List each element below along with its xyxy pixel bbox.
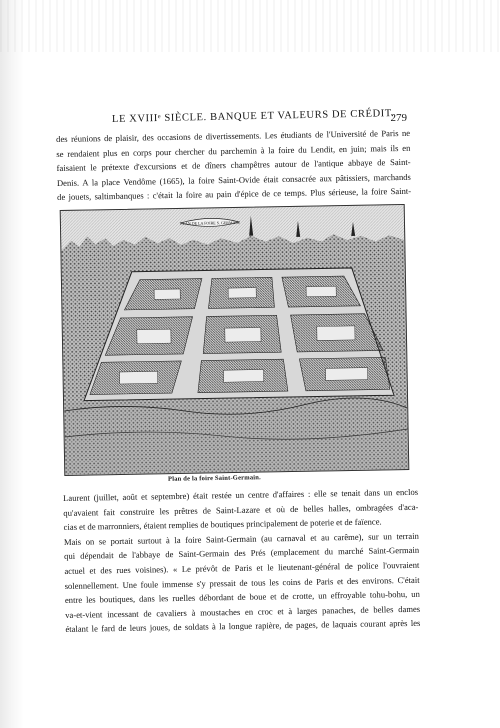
text-line: cias et de marronniers, étaient remplies de boutiques principalement de poterie et de faïence. bbox=[63, 516, 382, 533]
text-line: qu'avaient fait construire les prêtres de Saint-Lazare et où de belles halles, ombragées d'aca- bbox=[63, 501, 419, 518]
text-line: Denis. A la place Vendôme (1665), la foire Saint-Ovide était consacrée aux pâtissiers, marchands bbox=[56, 171, 411, 188]
text-line: va-et-vient incessant de cavaliers à moustaches en croc et à larges panaches, de belles dames bbox=[65, 603, 421, 620]
text-line: entre les boutiques, dans les ruelles débordant de boue et de crotte, un effroyable tohu-bohu, un bbox=[64, 588, 420, 606]
text-line: actuel et des rues voisines). « Le prévôt de Paris et le lieutenant-général de police l'ouvraient bbox=[64, 559, 420, 576]
text-line: des réunions de plaisir, des occasions de divertissements. Les étudiants de l'Université de Paris ne bbox=[56, 127, 411, 144]
text-line: étalant le fard de leurs joues, de soldats à la longue rapière, de pages, de laquais courant après les bbox=[65, 618, 421, 635]
paragraph-top bbox=[56, 126, 411, 205]
scan-margin-shadow bbox=[0, 0, 24, 728]
paragraph-bottom bbox=[63, 485, 420, 637]
banner-label: PLAN DE LA FOIRE S. GERMAIN bbox=[180, 219, 240, 226]
text-line: de jouets, saltimbanques : c'était la foire au pain d'épice de ce temps. Plus sérieuse, la foire Saint- bbox=[57, 186, 412, 203]
running-title: LE XVIIIᵉ SIÈCLE. BANQUE ET VALEURS DE CRÉDIT. bbox=[111, 108, 395, 125]
text-line: Laurent (juillet, août et septembre) était restée un centre d'affaires : elle se tenait dans un enclos bbox=[63, 486, 419, 503]
text-line: se rendaient plus en corps pour chercher du parchemin à la foire du Lendit, en juin; mais ils en bbox=[56, 142, 411, 159]
text-line: Mais on se portait surtout à la foire Saint-Germain (au carnaval et au carême), sur un terrain bbox=[63, 530, 419, 547]
engraving-figure bbox=[60, 204, 410, 476]
figure-caption: Plan de la foire Saint-Germain. bbox=[167, 474, 261, 483]
text-line: solennellement. Une foule immense s'y pressait de tous les coins de Paris et des environs. C'était bbox=[64, 574, 420, 591]
text-line: qui dépendait de l'abbaye de Saint-Germain des Prés (emplacement du marché Saint-Germain bbox=[64, 545, 420, 562]
scan-noise bbox=[0, 0, 500, 52]
fair-plan-engraving bbox=[61, 205, 409, 475]
page-number: 279 bbox=[390, 112, 407, 124]
text-line: faisaient le prétexte d'excursions et de dîners champêtres autour de l'antique abbaye de Saint- bbox=[56, 157, 411, 174]
